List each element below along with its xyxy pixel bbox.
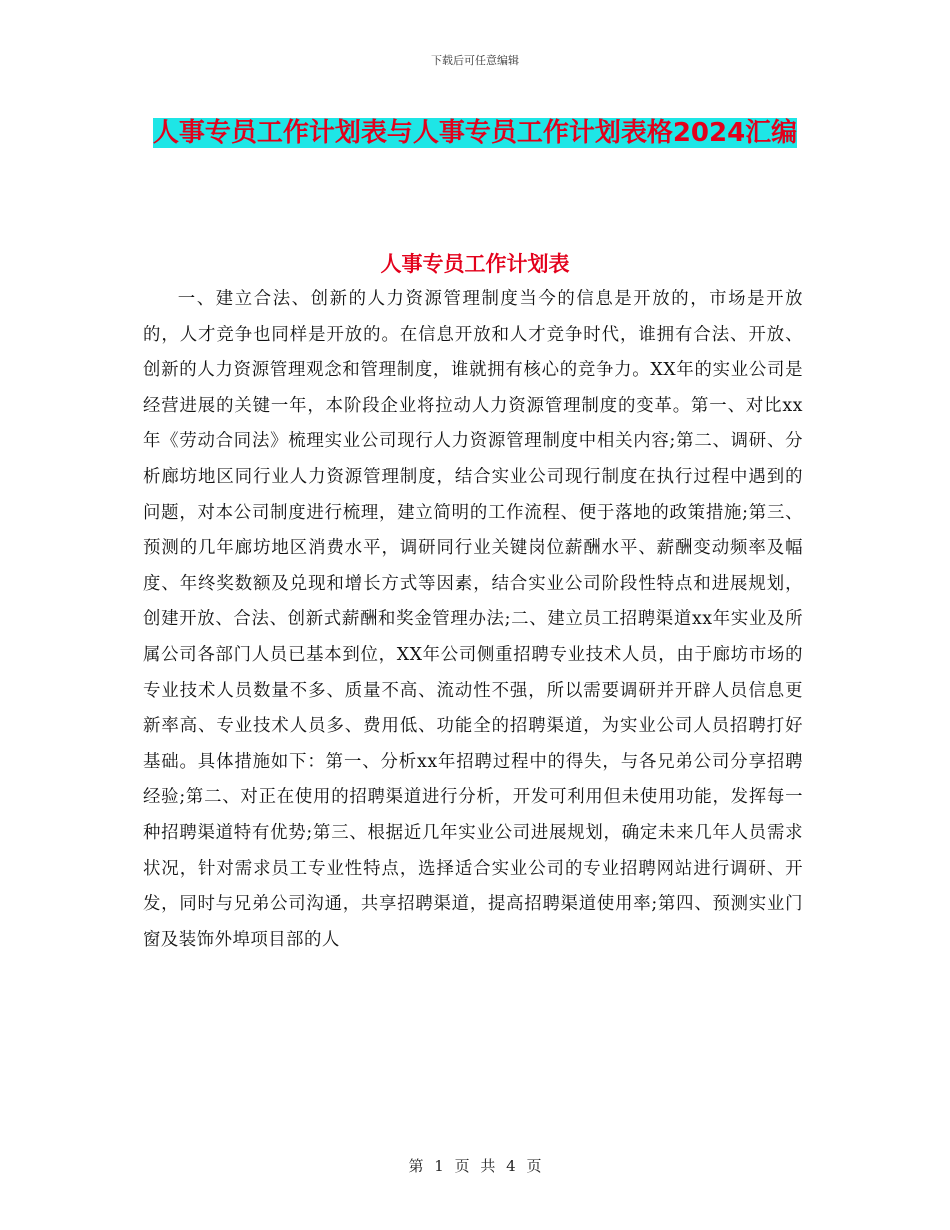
- document-title: [140, 112, 810, 154]
- header-note: 下载后可任意编辑: [431, 54, 519, 67]
- document-title-text: 人事专员工作计划表与人事专员工作计划表格2024汇编: [152, 118, 798, 148]
- body-paragraph: 一、建立合法、创新的人力资源管理制度当今的信息是开放的，市场是开放的，人才竞争也同样是开放的。在信息开放和人才竞争时代，谁拥有合法、开放、创新的人力资源管理观念和管理制度，谁就拥有核心的竞争力。XX年的实业公司是经营进展的关键一年，本阶段企业将拉动人力资源管理制度的变革。第一、对比xx年《劳动合同法》梳理实业公司现行人力资源管理制度中相关内容;第二、调研、分析廊坊地区同行业人力资源管理制度，结合实业公司现行制度在执行过程中遇到的问题，对本公司制度进行梳理，建立简明的工作流程、便于落地的政策措施;第三、预测的几年廊坊地区消费水平，调研同行业关键岗位薪酬水平、薪酬变动频率及幅度、年终奖数额及兑现和增长方式等因素，结合实业公司阶段性特点和进展规划，创建开放、合法、创新式薪酬和奖金管理办法;二、建立员工招聘渠道xx年实业及所属公司各部门人员已基本到位，XX年公司侧重招聘专业技术人员，由于廊坊市场的专业技术人员数量不多、质量不高、流动性不强，所以需要调研并开辟人员信息更新率高、专业技术人员多、费用低、功能全的招聘渠道，为实业公司人员招聘打好基础。具体措施如下：第一、分析xx年招聘过程中的得失，与各兄弟公司分享招聘经验;第二、对正在使用的招聘渠道进行分析，开发可利用但未使用功能，发挥每一种招聘渠道特有优势;第三、根据近几年实业公司进展规划，确定未来几年人员需求状况，针对需求员工专业性特点，选择适合实业公司的专业招聘网站进行调研、开发，同时与兄弟公司沟通，共享招聘渠道，提高招聘渠道使用率;第四、预测实业门窗及装饰外埠项目部的人: [143, 289, 803, 950]
- page-footer: 第 1 页 共 4 页: [408, 1157, 542, 1175]
- section-title: 人事专员工作计划表: [380, 252, 570, 276]
